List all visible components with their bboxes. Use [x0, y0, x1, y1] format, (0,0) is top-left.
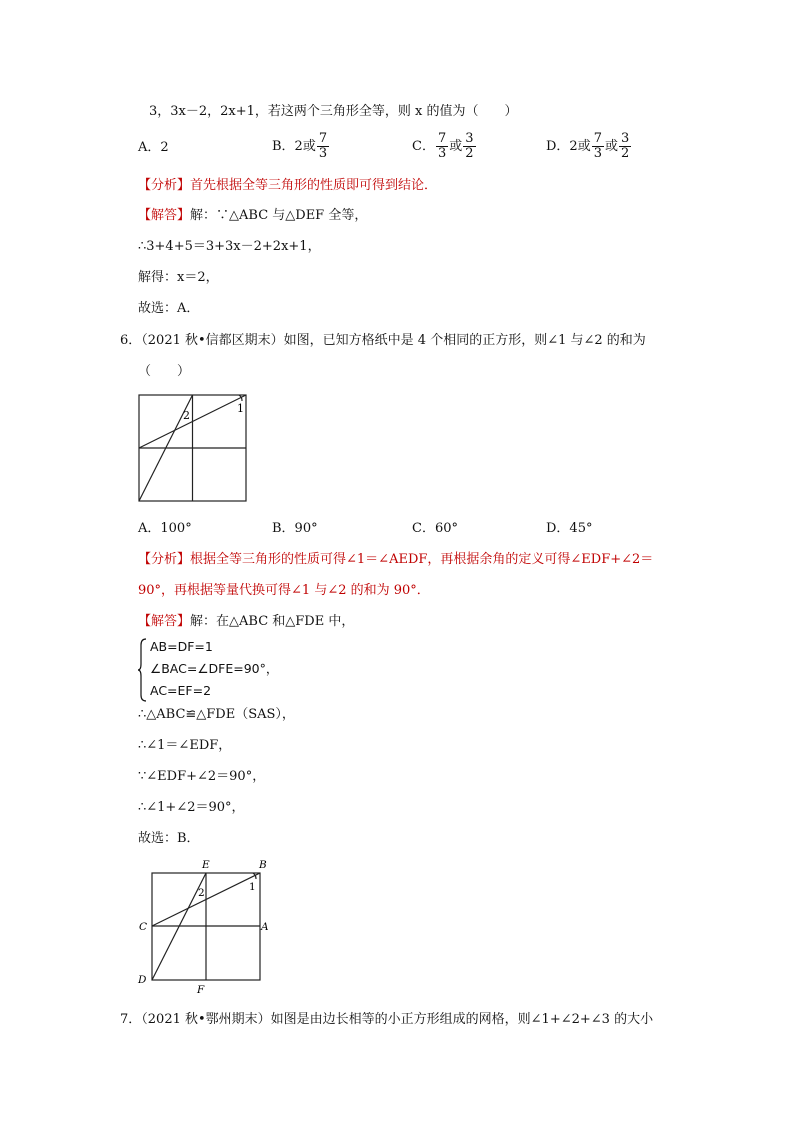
analysis-tag: 【分析】: [138, 552, 191, 567]
solution-angle-2-label: 2: [198, 887, 205, 899]
q6-step-2: ∴∠1＝∠EDF，: [138, 738, 232, 753]
system-row-2: ∠BAC=∠DFE=90°，: [150, 661, 279, 676]
q5-answer-line-4: 故选：A．: [138, 301, 200, 316]
q6-stem-line-2: （ ）: [138, 364, 191, 379]
q6-stem-line-1: 6．（2021 秋•信都区期末）如图，已知方格纸中是 4 个相同的正方形，则∠1 与∠2 的和为: [120, 333, 646, 348]
q5-answer-line-1: 【解答】解：∵△ABC 与△DEF 全等，: [138, 208, 368, 223]
analysis-tag: 【分析】: [138, 178, 191, 193]
angle-1-label: 1: [237, 402, 244, 415]
q6-step-3: ∵∠EDF+∠2＝90°，: [138, 769, 266, 784]
q5-option-b: B．2或 $\frac{7}{3}$: [272, 131, 328, 161]
point-c-label: C: [139, 921, 148, 933]
answer-tag: 【解答】: [138, 614, 191, 629]
q6-figure: [136, 392, 252, 504]
q6-option-a: A．100°: [138, 521, 192, 536]
q5-option-a: A．2: [138, 140, 169, 155]
point-a-label: A: [261, 921, 269, 933]
point-b-label: B: [259, 859, 267, 871]
q5-option-d: D．2或 $\frac{7}{3}$ 或 $\frac{3}{2}$: [546, 131, 630, 161]
q6-option-b: B．90°: [272, 521, 318, 536]
angle-2-label: 2: [183, 409, 190, 422]
q6-analysis-line-2: 90°，再根据等量代换可得∠1 与∠2 的和为 90°．: [138, 583, 430, 598]
point-f-label: F: [197, 984, 205, 996]
q6-solution-figure: [134, 856, 276, 998]
q7-stem-line-1: 7．（2021 秋•鄂州期末）如图是由边长相等的小正方形组成的网格，则∠1+∠2+∠3 的大小: [120, 1012, 654, 1027]
q5-answer-line-3: 解得：x＝2，: [138, 270, 219, 285]
q5-option-c: C． $\frac{7}{3}$ 或 $\frac{3}{2}$: [412, 131, 474, 161]
q6-option-c: C．60°: [412, 521, 458, 536]
q6-step-5: 故选：B．: [138, 831, 200, 846]
system-row-1: AB=DF=1: [150, 639, 213, 654]
q6-option-d: D．45°: [546, 521, 593, 536]
q6-equation-system: [138, 637, 318, 703]
solution-angle-1-label: 1: [249, 881, 256, 893]
answer-tag: 【解答】: [138, 208, 191, 223]
q6-analysis-line-1: 【分析】根据全等三角形的性质可得∠1＝∠AEDF，再根据余角的定义可得∠EDF+∠2＝: [138, 552, 654, 567]
q6-answer-intro: 【解答】解：在△ABC 和△FDE 中，: [138, 614, 355, 629]
q6-step-1: ∴△ABC≌△FDE（SAS），: [138, 707, 295, 722]
q5-answer-line-2: ∴3+4+5＝3+3x－2+2x+1，: [138, 239, 321, 254]
q5-analysis: 【分析】首先根据全等三角形的性质即可得到结论．: [138, 178, 438, 193]
q5-stem-tail: 3，3x－2，2x+1，若这两个三角形全等，则 x 的值为（ ）: [149, 104, 518, 119]
left-brace-icon: [138, 637, 148, 703]
point-e-label: E: [202, 859, 210, 871]
q6-step-4: ∴∠1+∠2＝90°，: [138, 800, 245, 815]
point-d-label: D: [138, 974, 147, 986]
system-row-3: AC=EF=2: [150, 683, 212, 698]
